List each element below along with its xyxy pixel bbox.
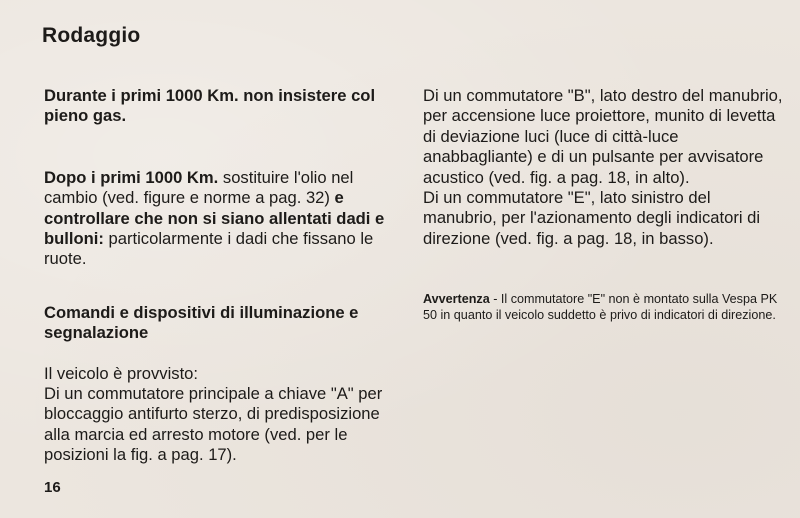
break-in-instructions bbox=[44, 168, 404, 270]
break-in-text-a: sostituire l'olio nel cambio (ved. figure e norme a pag. 32) bbox=[44, 167, 354, 208]
switch-b-description: Di un commutatore "B", lato destro del manubrio, per accensione luce proiettore, munito di levetta di deviazione luci (luce di città-luce anabbagliante) e di un pulsante per avvisatore acustico (ved. fig. a pag. 18, in alto). bbox=[423, 86, 783, 187]
break-in-text-b: particolarmente i dadi che fissano le ruote. bbox=[44, 229, 374, 269]
warning-text: - Il commutatore "E" non è montato sulla Vespa PK 50 in quanto il veicolo suddetto è privo di indicatori di direzione. bbox=[423, 292, 778, 323]
switch-e-description: Di un commutatore "E", lato sinistro del manubrio, per l'azionamento degli indicatori di direzione (ved. fig. a pag. 18, in basso). bbox=[423, 188, 761, 248]
section-heading-controls: Comandi e dispositivi di illuminazione e segnalazione bbox=[44, 302, 359, 343]
break-in-warning: Durante i primi 1000 Km. non insistere col pieno gas. bbox=[44, 86, 376, 126]
equipment-intro: Il veicolo è provvisto: bbox=[44, 363, 199, 383]
warning-label: Avvertenza bbox=[423, 292, 490, 307]
warning-note bbox=[423, 291, 785, 323]
key-switch-description: Di un commutatore principale a chiave "A" per bloccaggio antifurto sterzo, di predisposizione alla marcia ed arresto motore (ved. per le posizioni la fig. a pag. 17). bbox=[44, 384, 383, 465]
break-in-lead: Dopo i primi 1000 Km. bbox=[44, 167, 219, 187]
break-in-check: e controllare che non si siano allentati dadi e bulloni: bbox=[44, 188, 385, 249]
right-column bbox=[423, 86, 785, 323]
page-number: 16 bbox=[44, 479, 61, 496]
page-title: Rodaggio bbox=[42, 24, 141, 47]
left-column bbox=[44, 86, 404, 466]
